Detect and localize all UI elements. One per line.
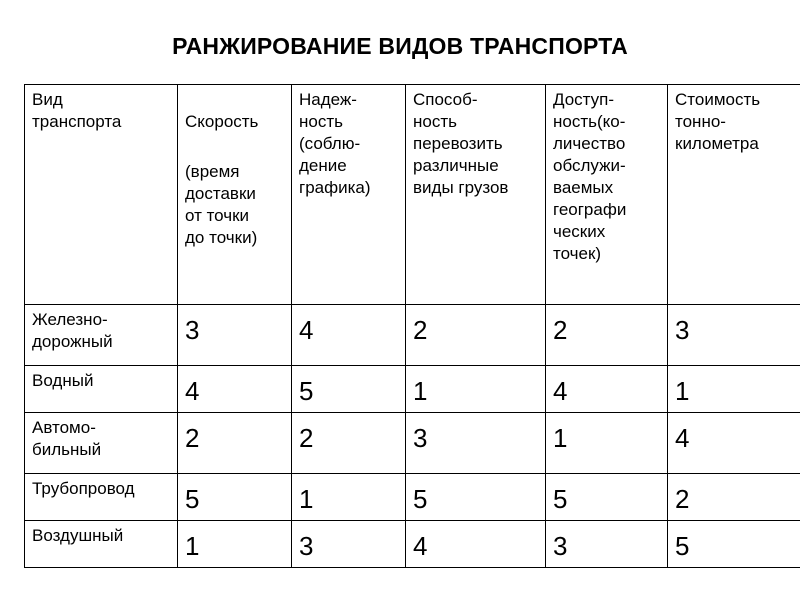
header-speed-note: (время доставки от точки до точки) [185,162,258,247]
header-reliability: Надеж- ность (соблю- дение графика) [299,90,371,197]
row-label-cell [25,366,178,413]
rank-value: 4 [185,376,200,406]
rank-value: 4 [553,376,568,406]
rank-value: 2 [185,423,200,453]
rank-value: 5 [299,376,314,406]
rank-value: 1 [413,376,428,406]
rank-value: 2 [299,423,314,453]
rank-cell [406,474,546,521]
rank-cell [546,474,668,521]
rank-value: 4 [675,423,690,453]
ranking-table [24,84,800,568]
rank-value: 1 [185,531,200,561]
rank-cell [668,366,800,413]
header-speed: Скорость [185,112,259,131]
header-cell-reliability [292,85,406,305]
rank-cell [668,521,800,568]
header-cell-speed [178,85,292,305]
rank-cell [292,305,406,366]
rank-cell [668,305,800,366]
rank-cell [406,305,546,366]
rank-cell [668,413,800,474]
rank-cell [406,366,546,413]
header-accessibility: Доступ- ность(ко- личество обслужи- ваемых географи ческих точек) [553,90,627,263]
row-label: Железно- дорожный [32,310,113,351]
rank-value: 3 [299,531,314,561]
rank-cell [178,305,292,366]
rank-cell [292,521,406,568]
table-row [25,474,800,521]
rank-value: 2 [553,315,568,345]
rank-cell [178,366,292,413]
rank-value: 3 [413,423,428,453]
rank-value: 1 [299,484,314,514]
rank-value: 4 [413,531,428,561]
rank-cell [178,474,292,521]
header-capability: Способ- ность перевозить различные виды грузов [413,90,509,197]
rank-value: 5 [675,531,690,561]
rank-cell [546,366,668,413]
rank-value: 1 [553,423,568,453]
rank-cell [178,521,292,568]
table-header-row [25,85,800,305]
rank-value: 5 [413,484,428,514]
rank-cell [546,413,668,474]
rank-value: 4 [299,315,314,345]
row-label-cell [25,474,178,521]
header-cell-cost [668,85,800,305]
header-cell-transport-type [25,85,178,305]
header-cell-capability [406,85,546,305]
header-cell-accessibility [546,85,668,305]
page-title: РАНЖИРОВАНИЕ ВИДОВ ТРАНСПОРТА [172,33,628,59]
rank-value: 3 [675,315,690,345]
row-label-cell [25,305,178,366]
rank-cell [292,413,406,474]
table-row [25,413,800,474]
row-label: Автомо- бильный [32,418,102,459]
row-label: Водный [32,371,94,390]
row-label-cell [25,413,178,474]
row-label: Трубопровод [32,479,135,498]
rank-value: 5 [185,484,200,514]
rank-value: 3 [553,531,568,561]
rank-cell [546,305,668,366]
rank-value: 2 [413,315,428,345]
rank-cell [292,474,406,521]
header-cost: Стоимость тонно- километра [675,90,761,153]
header-transport-type: Вид транспорта [32,90,122,131]
rank-cell [292,366,406,413]
rank-cell [546,521,668,568]
row-label-cell [25,521,178,568]
rank-cell [406,413,546,474]
rank-value: 1 [675,376,690,406]
rank-value: 5 [553,484,568,514]
rank-cell [406,521,546,568]
rank-value: 2 [675,484,690,514]
rank-value: 3 [185,315,200,345]
rank-cell [178,413,292,474]
table-row [25,366,800,413]
row-label: Воздушный [32,526,124,545]
rank-cell [668,474,800,521]
table-row [25,305,800,366]
table-row [25,521,800,568]
